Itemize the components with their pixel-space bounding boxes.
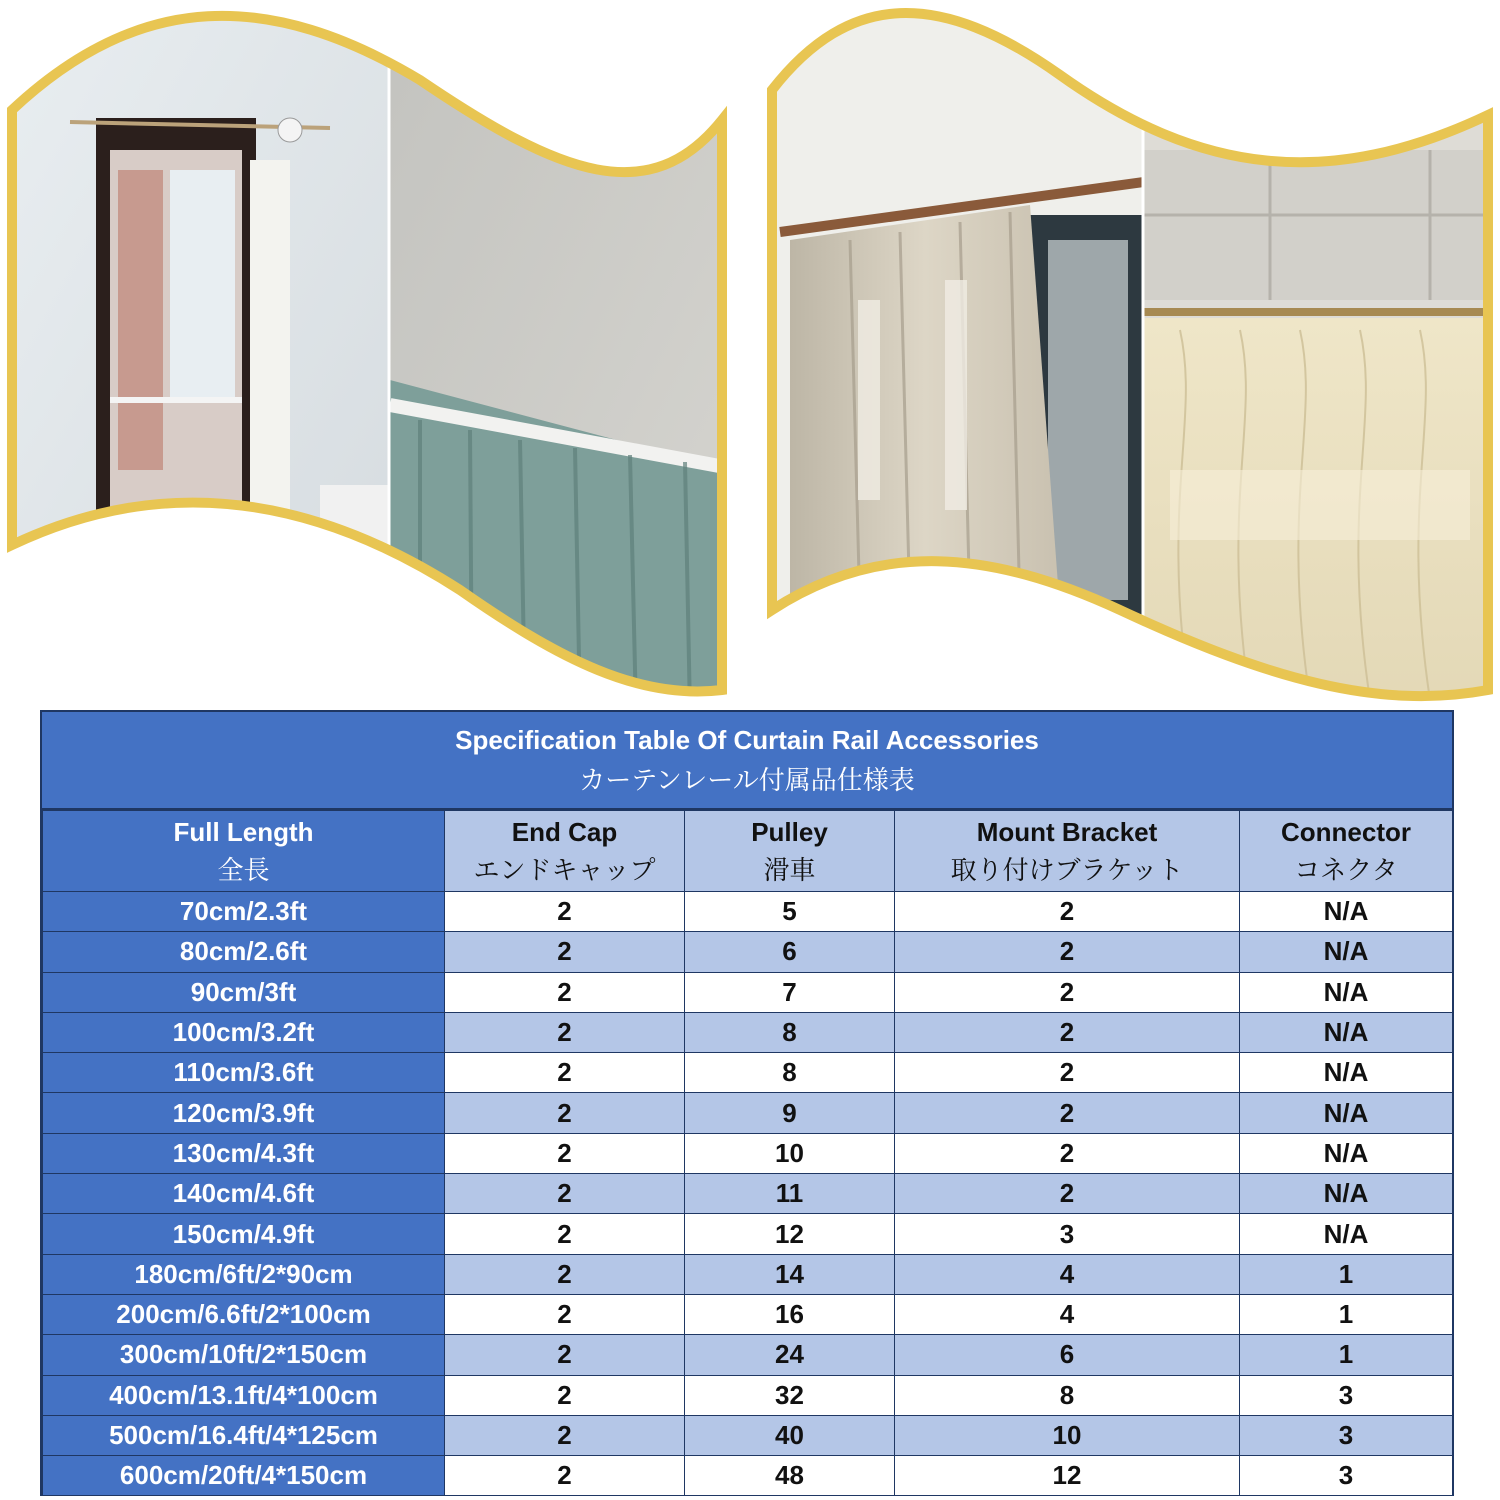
table-row xyxy=(43,1093,1453,1133)
cell-pulley: 9 xyxy=(685,1093,895,1133)
cell-pulley: 12 xyxy=(685,1214,895,1254)
table-row xyxy=(43,1456,1453,1496)
cell-mount-bracket: 12 xyxy=(895,1456,1240,1496)
cell-connector: N/A xyxy=(1240,1133,1453,1173)
cell-mount-bracket: 2 xyxy=(895,932,1240,972)
col-header-en: Connector xyxy=(1281,817,1411,847)
cell-full-length: 100cm/3.2ft xyxy=(43,1012,445,1052)
cell-connector: 1 xyxy=(1240,1335,1453,1375)
cell-mount-bracket: 2 xyxy=(895,1012,1240,1052)
table-row xyxy=(43,1375,1453,1415)
cell-end-cap: 2 xyxy=(445,1456,685,1496)
col-header-en: Mount Bracket xyxy=(976,817,1158,847)
cell-end-cap: 2 xyxy=(445,1133,685,1173)
cell-connector: N/A xyxy=(1240,1012,1453,1052)
cell-pulley: 24 xyxy=(685,1335,895,1375)
col-header-en: End Cap xyxy=(511,817,618,847)
col-header-jp: 全長 xyxy=(217,855,270,885)
table-row xyxy=(43,1254,1453,1294)
cell-pulley: 11 xyxy=(685,1174,895,1214)
cell-connector: 1 xyxy=(1240,1254,1453,1294)
cell-full-length: 110cm/3.6ft xyxy=(43,1053,445,1093)
col-header-connector xyxy=(1240,811,1453,892)
cell-mount-bracket: 4 xyxy=(895,1254,1240,1294)
table-body xyxy=(43,892,1453,1496)
cell-full-length: 200cm/6.6ft/2*100cm xyxy=(43,1294,445,1334)
cell-connector: N/A xyxy=(1240,1214,1453,1254)
cell-end-cap: 2 xyxy=(445,1012,685,1052)
cell-pulley: 7 xyxy=(685,972,895,1012)
spec-grid xyxy=(42,810,1453,1496)
table-row xyxy=(43,1415,1453,1455)
table-row xyxy=(43,1335,1453,1375)
col-header-jp: 取り付けブラケット xyxy=(950,855,1184,885)
cell-connector: N/A xyxy=(1240,892,1453,932)
col-header-jp: コネクタ xyxy=(1294,855,1398,885)
cell-end-cap: 2 xyxy=(445,1093,685,1133)
cell-pulley: 14 xyxy=(685,1254,895,1294)
col-header-pulley xyxy=(685,811,895,892)
cell-connector: 3 xyxy=(1240,1456,1453,1496)
cell-connector: 3 xyxy=(1240,1375,1453,1415)
cell-pulley: 8 xyxy=(685,1012,895,1052)
cell-full-length: 90cm/3ft xyxy=(43,972,445,1012)
cell-mount-bracket: 2 xyxy=(895,892,1240,932)
cell-pulley: 32 xyxy=(685,1375,895,1415)
cell-mount-bracket: 4 xyxy=(895,1294,1240,1334)
cell-pulley: 16 xyxy=(685,1294,895,1334)
table-row xyxy=(43,1012,1453,1052)
table-row xyxy=(43,972,1453,1012)
col-header-jp: エンドキャップ xyxy=(473,855,656,885)
cell-full-length: 140cm/4.6ft xyxy=(43,1174,445,1214)
cell-mount-bracket: 3 xyxy=(895,1214,1240,1254)
cell-full-length: 500cm/16.4ft/4*125cm xyxy=(43,1415,445,1455)
cell-end-cap: 2 xyxy=(445,1335,685,1375)
table-title xyxy=(42,712,1452,810)
table-row xyxy=(43,932,1453,972)
cell-pulley: 8 xyxy=(685,1053,895,1093)
cell-mount-bracket: 2 xyxy=(895,972,1240,1012)
cell-end-cap: 2 xyxy=(445,892,685,932)
cell-mount-bracket: 2 xyxy=(895,1053,1240,1093)
cell-pulley: 10 xyxy=(685,1133,895,1173)
table-row xyxy=(43,1294,1453,1334)
cell-end-cap: 2 xyxy=(445,1294,685,1334)
cell-pulley: 40 xyxy=(685,1415,895,1455)
cell-end-cap: 2 xyxy=(445,1375,685,1415)
col-header-jp: 滑車 xyxy=(763,855,816,885)
cell-mount-bracket: 2 xyxy=(895,1133,1240,1173)
photo-right-pair xyxy=(760,0,1494,712)
photo-left-pair xyxy=(0,0,730,712)
cell-full-length: 300cm/10ft/2*150cm xyxy=(43,1335,445,1375)
cell-full-length: 120cm/3.9ft xyxy=(43,1093,445,1133)
table-row xyxy=(43,1174,1453,1214)
cell-end-cap: 2 xyxy=(445,1174,685,1214)
cell-full-length: 400cm/13.1ft/4*100cm xyxy=(43,1375,445,1415)
col-header-end-cap xyxy=(445,811,685,892)
cell-connector: N/A xyxy=(1240,1174,1453,1214)
cell-full-length: 70cm/2.3ft xyxy=(43,892,445,932)
cell-pulley: 5 xyxy=(685,892,895,932)
col-header-mount-bracket xyxy=(895,811,1240,892)
cell-end-cap: 2 xyxy=(445,1415,685,1455)
cell-connector: N/A xyxy=(1240,932,1453,972)
spec-table xyxy=(40,710,1454,1496)
cell-connector: N/A xyxy=(1240,1053,1453,1093)
cell-connector: 1 xyxy=(1240,1294,1453,1334)
cell-connector: N/A xyxy=(1240,972,1453,1012)
cell-full-length: 80cm/2.6ft xyxy=(43,932,445,972)
header-row xyxy=(43,811,1453,892)
cell-end-cap: 2 xyxy=(445,1214,685,1254)
col-header-en: Pulley xyxy=(751,817,828,847)
table-row xyxy=(43,1133,1453,1173)
cell-connector: N/A xyxy=(1240,1093,1453,1133)
cell-end-cap: 2 xyxy=(445,1053,685,1093)
cell-mount-bracket: 10 xyxy=(895,1415,1240,1455)
cell-mount-bracket: 8 xyxy=(895,1375,1240,1415)
table-title-en: Specification Table Of Curtain Rail Accessories xyxy=(455,725,1039,755)
cell-full-length: 130cm/4.3ft xyxy=(43,1133,445,1173)
cell-full-length: 600cm/20ft/4*150cm xyxy=(43,1456,445,1496)
cell-end-cap: 2 xyxy=(445,972,685,1012)
table-row xyxy=(43,1053,1453,1093)
cell-mount-bracket: 2 xyxy=(895,1093,1240,1133)
cell-end-cap: 2 xyxy=(445,1254,685,1294)
table-title-jp: カーテンレール付属品仕様表 xyxy=(579,765,915,795)
col-header-full-length xyxy=(43,811,445,892)
cell-end-cap: 2 xyxy=(445,932,685,972)
col-header-en: Full Length xyxy=(173,817,314,847)
cell-connector: 3 xyxy=(1240,1415,1453,1455)
cell-pulley: 48 xyxy=(685,1456,895,1496)
photo-collage xyxy=(0,0,1500,712)
cell-full-length: 150cm/4.9ft xyxy=(43,1214,445,1254)
table-row xyxy=(43,1214,1453,1254)
cell-mount-bracket: 2 xyxy=(895,1174,1240,1214)
cell-mount-bracket: 6 xyxy=(895,1335,1240,1375)
cell-pulley: 6 xyxy=(685,932,895,972)
cell-full-length: 180cm/6ft/2*90cm xyxy=(43,1254,445,1294)
table-row xyxy=(43,892,1453,932)
